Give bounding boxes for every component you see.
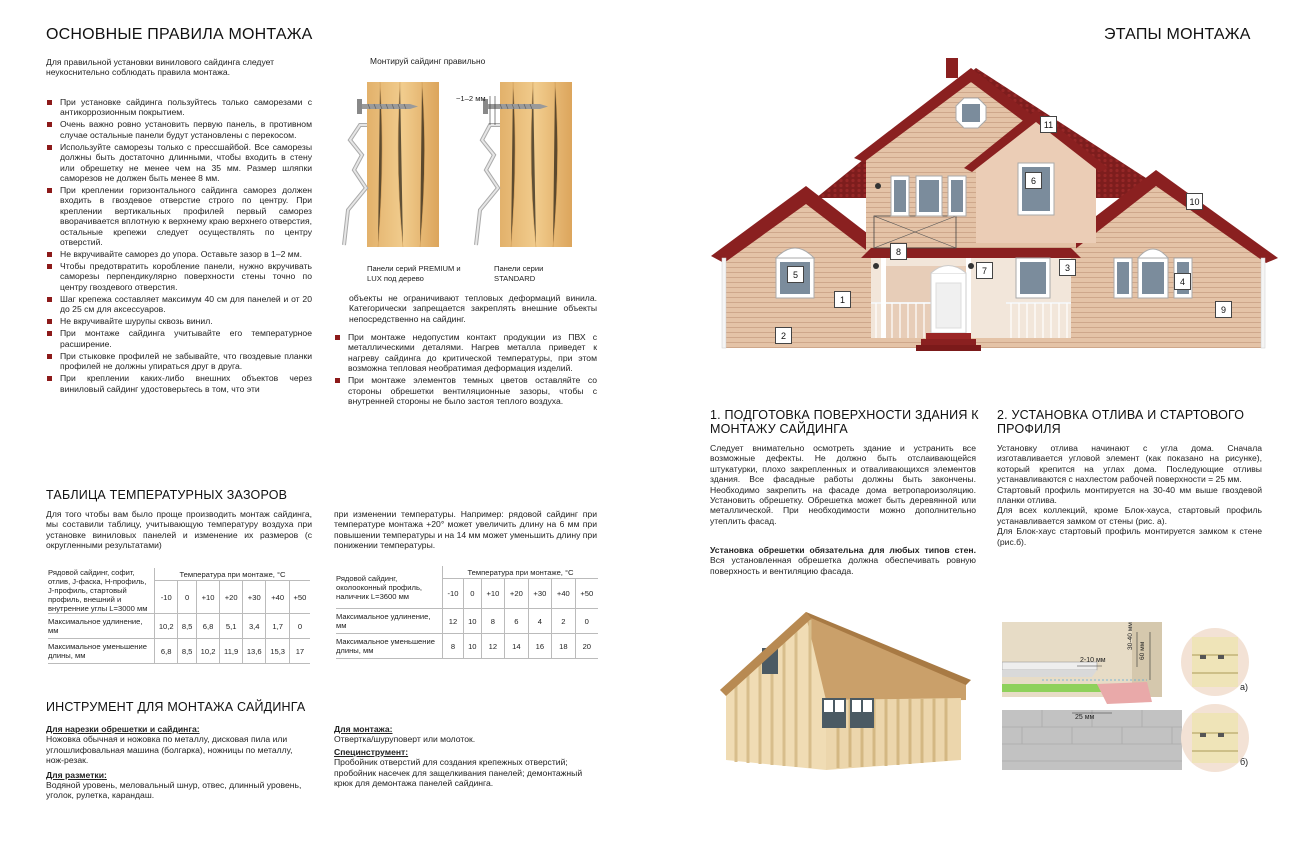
table1-name: Рядовой сайдинг, софит, отлив, J-фаска, Н-профиль, J-профиль, стартовый профиль, внешний и внутренние углы L=3000 мм [48, 568, 155, 614]
table2-row [336, 634, 598, 659]
rule-item-8: Не вкручивайте шурупы сквозь винил. [46, 316, 312, 326]
rule-item-3: Используйте саморезы только с прессшайбой. Все саморезы должны быть достаточно длинными, чтобы входить в стену или обрешетку не менее чем на 35 мм. Размер шляпки саморезов не должен быть менее 8 мм. [46, 142, 312, 184]
tools-mark-heading: Для разметки: [46, 769, 107, 780]
table2-row-label: Максимальное удлинение, мм [336, 609, 443, 634]
table1-cell: 15,3 [266, 639, 289, 664]
table2-name: Рядовой сайдинг, околооконный профиль, наличник L=3600 мм [336, 566, 443, 609]
step2-p1: Установку отлива начинают с угла дома. Сначала изготавливается угловой элемент (как показано на рисунке), который крепится на углах дома. Последующие отливы устанавливаются с нахлестом рабочей поверхности = 25 мм. [997, 443, 1262, 485]
rules-list-col2 [334, 332, 597, 408]
table1-cell: 1,7 [266, 614, 289, 639]
table2-cell: 4 [528, 609, 551, 634]
table1-temp: +30 [243, 581, 266, 614]
dim-60: 60 мм [1139, 641, 1146, 660]
house-label-5: 5 [787, 266, 804, 283]
starter-profile-detail [1002, 622, 1182, 770]
table1-temp: +40 [266, 581, 289, 614]
table2-cell: 14 [505, 634, 528, 659]
table2-cell: 8 [481, 609, 504, 634]
table1-cell: 8,5 [178, 614, 196, 639]
table1-cell: 11,9 [220, 639, 243, 664]
rule-item-1: При установке сайдинга пользуйтесь только саморезами с антикоррозионным покрытием. [46, 97, 312, 118]
house-label-1: 1 [834, 291, 851, 308]
label-premium: Панели серий PREMIUM и LUX под дерево [367, 264, 461, 283]
table1-cell: 17 [289, 639, 310, 664]
table1-row [48, 639, 310, 664]
table1-temp: +50 [289, 581, 310, 614]
table1-row [48, 614, 310, 639]
house-label-3: 3 [1059, 259, 1076, 276]
table1-cell: 0 [289, 614, 310, 639]
table1-cell: 8,5 [178, 639, 196, 664]
house-label-8: 8 [890, 243, 907, 260]
label-b: б) [1240, 757, 1249, 767]
table2-temp: +20 [505, 579, 528, 609]
table1-temp: +10 [196, 581, 219, 614]
label-standard: Панели серии STANDARD [494, 264, 544, 283]
step1-text-after: Вся установленная обрешетка должна обеспечивать ровную поверхность и вентиляцию фасада. [710, 555, 976, 576]
house-label-2: 2 [775, 327, 792, 344]
house-label-10: 10 [1186, 193, 1203, 210]
table2-cell: 20 [575, 634, 598, 659]
table2-row-label: Максимальное уменьшение длины, мм [336, 634, 443, 659]
table2-temp: +50 [575, 579, 598, 609]
table1-row-label: Максимальное уменьшение длины, мм [48, 639, 155, 664]
house-label-6: 6 [1025, 172, 1042, 189]
table1-header: Температура при монтаже, °С [155, 568, 311, 581]
rules-col2-continued: объекты не ограничивают тепловых деформаций винила. Категорически запрещается закреплять внешние объекты непосредственно на сайдинг. [349, 293, 597, 324]
rule-item-9: При монтаже сайдинга учитывайте его температурное расширение. [46, 328, 312, 349]
temp-table-2 [336, 566, 598, 659]
table1-cell: 6,8 [196, 614, 219, 639]
table2-cell: 12 [443, 609, 464, 634]
table2-temp: +10 [481, 579, 504, 609]
rule-item-col2-1: При монтаже недопустим контакт продукции из ПВХ с металлическими деталями. Нагрев металла приведет к нагреву сайдинга до критической температуры, при этом возможна тепловая необратимая деформация изделий. [334, 332, 597, 374]
table2-cell: 0 [575, 609, 598, 634]
step2-p2: Стартовый профиль монтируется на 30-40 мм выше гвоздевой планки отлива. [997, 484, 1262, 506]
tools-cut-text: Ножовка обычная и ножовка по металлу, дисковая пила или углошлифовальная машина (болгарка), ножницы по металлу, нож-резак. [46, 734, 293, 766]
rule-item-6: Чтобы предотвратить коробление панели, нужно вкручивать саморезы перпендикулярно поверхности стены точно по центру гвоздевого отверстия. [46, 261, 312, 292]
table1-cell: 6,8 [155, 639, 178, 664]
table2-cell: 10 [463, 634, 481, 659]
table1-temp: -10 [155, 581, 178, 614]
table2-row [336, 609, 598, 634]
tools-mark-text: Водяной уровень, меловальный шнур, отвес, длинный уровень, уголок, рулетка, карандаш. [46, 780, 302, 801]
tools-col2 [334, 724, 599, 788]
table2-cell: 12 [481, 634, 504, 659]
tools-mount-text: Отвертка/шуруповерт или молоток. [334, 734, 476, 745]
temp-text-2: при изменении температуры. Например: рядовой сайдинг при температуре монтажа +20° может увеличить длину на 6 мм при повышении температуры и на 14 мм может уменьшить длину при понижении температуры. [334, 509, 597, 551]
gap-label: ~1–2 мм [456, 94, 486, 103]
table2-cell: 16 [528, 634, 551, 659]
rules-list-col1 [46, 97, 312, 396]
table2-temp: -10 [443, 579, 464, 609]
step2-text-block [997, 443, 1262, 547]
rules-intro: Для правильной установки винилового сайдинга следует неукоснительно соблюдать правила монтажа. [46, 57, 275, 78]
table2-temp: +30 [528, 579, 551, 609]
table2-temp: 0 [463, 579, 481, 609]
label-a: а) [1240, 682, 1249, 692]
temp-table-1 [48, 568, 310, 664]
temp-table-title: ТАБЛИЦА ТЕМПЕРАТУРНЫХ ЗАЗОРОВ [46, 488, 288, 502]
dim-30-40: 30-40 мм [1127, 622, 1134, 650]
rule-item-4: При креплении горизонтального сайдинга саморез должен входить в гвоздевое отверстие строго по центру. При креплении вертикальных профилей первый саморез вворачивается вплотную к верхнему краю верхнего отверстия, остальные крепежи следует осуществлять по центру отверстий. [46, 185, 312, 247]
step1-title: 1. ПОДГОТОВКА ПОВЕРХНОСТИ ЗДАНИЯ К МОНТАЖУ САЙДИНГА [710, 408, 979, 436]
table1-cell: 5,1 [220, 614, 243, 639]
table1-cell: 13,6 [243, 639, 266, 664]
table2-header: Температура при монтаже, °С [443, 566, 599, 579]
table1-temp: 0 [178, 581, 196, 614]
house-illustration [706, 58, 1278, 368]
tools-col1 [46, 724, 312, 801]
table2-cell: 10 [463, 609, 481, 634]
table2-cell: 6 [505, 609, 528, 634]
rule-item-5: Не вкручивайте саморез до упора. Оставьте зазор в 1–2 мм. [46, 249, 312, 259]
step1-bold: Установка обрешетки обязательна для любых типов стен. [710, 545, 976, 555]
step2-p4: Для Блок-хаус стартовый профиль монтируется замком к стене (рис.б). [997, 526, 1262, 547]
table1-temp: +20 [220, 581, 243, 614]
tools-mount-heading: Для монтажа: [334, 724, 393, 734]
table1-row-label: Максимальное удлинение, мм [48, 614, 155, 639]
tools-spec-text: Пробойник отверстий для создания крепежных отверстий; пробойник насечек для защелкивания панелей; демонтажный крюк для демонтажа панелей сайдинга. [334, 757, 583, 789]
table1-cell: 10,2 [196, 639, 219, 664]
step2-p3: Для всех коллекций, кроме Блок-хауса, стартовый профиль устанавливается замком от стены (рис. а). [997, 505, 1262, 526]
table2-cell: 18 [552, 634, 575, 659]
page-title-right: ЭТАПЫ МОНТАЖА [1104, 26, 1251, 43]
rule-item-11: При креплении каких-либо внешних объектов через виниловый сайдинг удостоверьтесь в том, что эти [46, 373, 312, 394]
tools-spec-heading: Специнструмент: [334, 746, 409, 757]
step2-title: 2. УСТАНОВКА ОТЛИВА И СТАРТОВОГО ПРОФИЛЯ [997, 408, 1245, 436]
dim-2-10: 2-10 мм [1080, 657, 1106, 664]
frame-house-illustration [716, 610, 976, 770]
temp-text-1: Для того чтобы вам было проще производить монтаж сайдинга, мы составили таблицу, учитывающую температуру воздуха при установке виниловых панелей и изменение их размеров (с округленными результатами) [46, 509, 312, 551]
house-label-7: 7 [976, 262, 993, 279]
step1-bold-paragraph [710, 545, 976, 576]
table1-cell: 10,2 [155, 614, 178, 639]
tools-title: ИНСТРУМЕНТ ДЛЯ МОНТАЖА САЙДИНГА [46, 700, 306, 714]
screw-figure-caption: Монтируй сайдинг правильно [370, 56, 486, 66]
rule-item-7: Шаг крепежа составляет максимум 40 см для панелей и от 20 до 25 см для аксессуаров. [46, 294, 312, 315]
house-label-9: 9 [1215, 301, 1232, 318]
house-label-11: 11 [1040, 116, 1057, 133]
dim-25: 25 мм [1075, 714, 1095, 721]
table2-cell: 2 [552, 609, 575, 634]
house-label-4: 4 [1174, 273, 1191, 290]
rule-item-2: Очень важно ровно установить первую панель, в противном случае остальные панели будут установлены с перекосом. [46, 119, 312, 140]
table2-temp: +40 [552, 579, 575, 609]
rule-item-col2-2: При монтаже элементов темных цветов оставляйте со стороны обрешетки вентиляционные зазоры, чтобы с внутренней стороны не было застоя теплого воздуха. [334, 375, 597, 406]
rule-item-10: При стыковке профилей не забывайте, что гвоздевые планки профилей не должны упираться друг в друга. [46, 351, 312, 372]
tools-cut-heading: Для нарезки обрешетки и сайдинга: [46, 724, 200, 734]
table1-cell: 3,4 [243, 614, 266, 639]
page-title-left: ОСНОВНЫЕ ПРАВИЛА МОНТАЖА [46, 26, 313, 43]
table2-cell: 8 [443, 634, 464, 659]
step1-text: Следует внимательно осмотреть здание и устранить все возможные дефекты. Не должно быть отслаивающейся штукатурки, плохо закрепленных и отваливающихся элементов здания. Все фасадные работы должны быть закончены. Необходимо закрепить на фасаде дома ветропароизоляцию. Установить обрешетку. Обрешетка может быть деревянной или металлической. При необходимости можно дополнительно утеплить фасад. [710, 443, 976, 526]
